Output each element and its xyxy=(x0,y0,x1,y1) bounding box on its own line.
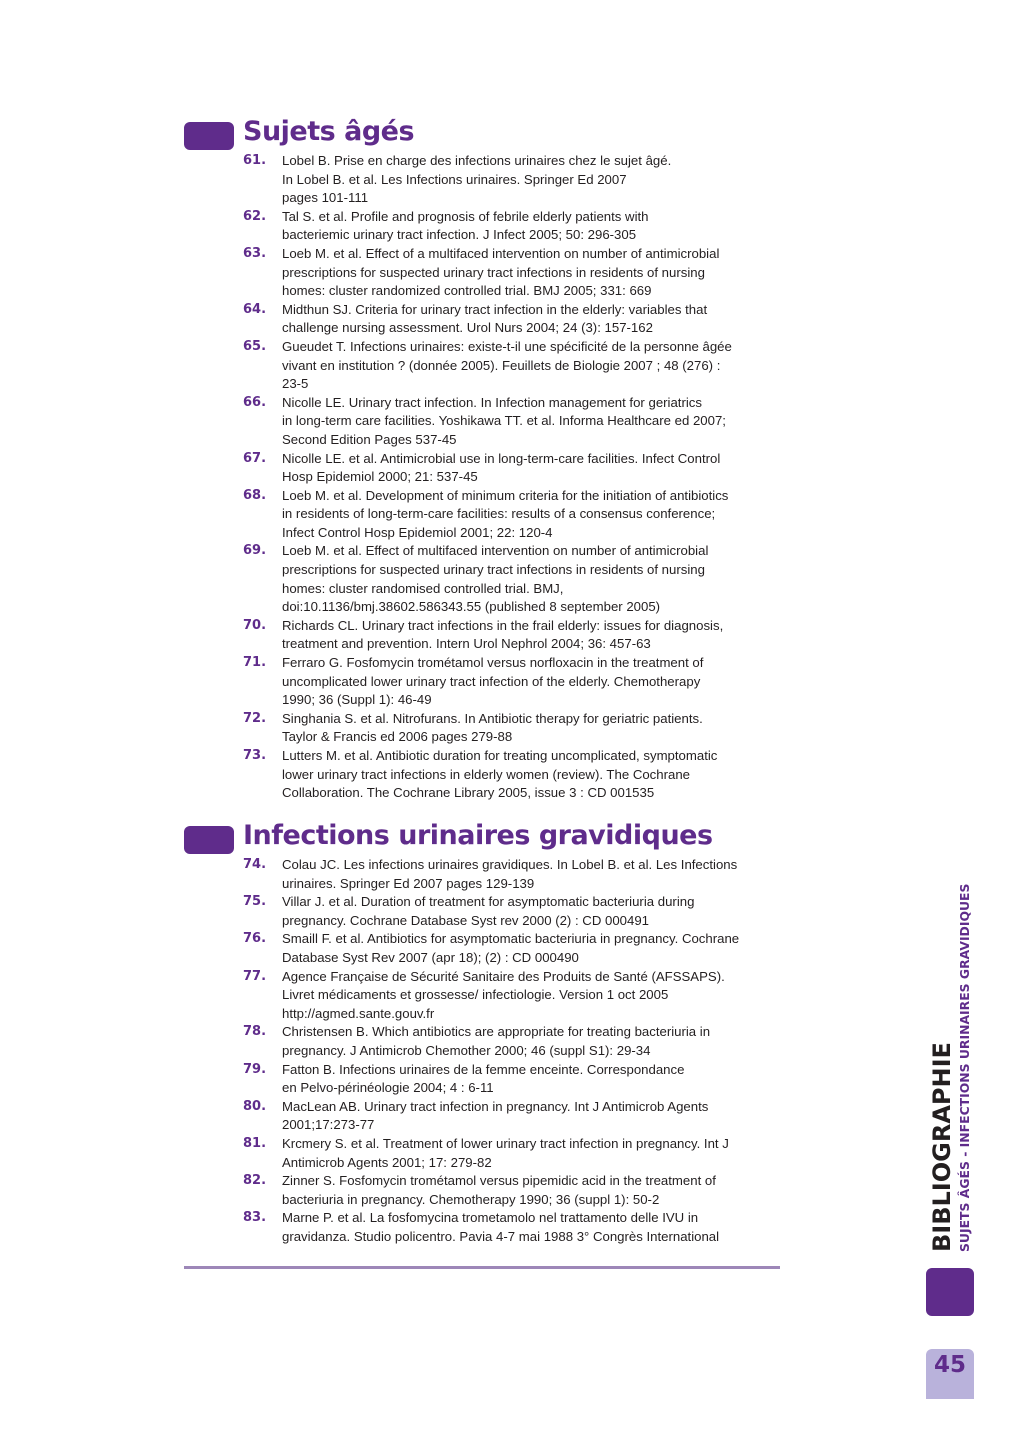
reference-item xyxy=(184,1135,784,1172)
reference-item xyxy=(184,301,784,338)
section-header xyxy=(184,822,784,856)
reference-text-line: Ferraro G. Fosfomycin trométamol versus norfloxacin in the treatment of xyxy=(282,655,704,671)
reference-item xyxy=(184,893,784,930)
reference-text-line: Singhania S. et al. Nitrofurans. In Antibiotic therapy for geriatric patients. xyxy=(282,710,703,726)
reference-text-line: Smaill F. et al. Antibiotics for asymptomatic bacteriuria in pregnancy. Cochrane xyxy=(282,931,740,947)
reference-text-line: Taylor & Francis ed 2006 pages 279-88 xyxy=(282,729,513,745)
reference-text-line: urinaires. Springer Ed 2007 pages 129-139 xyxy=(282,875,535,891)
section-header xyxy=(184,118,784,152)
reference-text-line: In Lobel B. et al. Les Infections urinaires. Springer Ed 2007 xyxy=(282,171,627,187)
reference-item xyxy=(184,1061,784,1098)
reference-text-line: 1990; 36 (Suppl 1): 46-49 xyxy=(282,692,432,708)
reference-item xyxy=(184,245,784,301)
side-tab-marker xyxy=(926,1268,974,1316)
reference-text-line: Zinner S. Fosfomycin trométamol versus pipemidic acid in the treatment of xyxy=(282,1173,716,1189)
reference-number: 80. xyxy=(243,1098,267,1114)
reference-text-line: homes: cluster randomised controlled trial. BMJ, xyxy=(282,580,564,596)
reference-item xyxy=(184,654,784,710)
section-sujets-ages xyxy=(184,118,784,803)
reference-item xyxy=(184,487,784,543)
reference-item xyxy=(184,856,784,893)
reference-text-line: uncomplicated lower urinary tract infection of the elderly. Chemotherapy xyxy=(282,673,701,689)
reference-number: 63. xyxy=(243,245,267,261)
reference-text-line: Fatton B. Infections urinaires de la femme enceinte. Correspondance xyxy=(282,1061,685,1077)
reference-number: 73. xyxy=(243,748,267,763)
bottom-divider xyxy=(184,1266,780,1269)
section-marker xyxy=(184,122,234,150)
reference-text-line: treatment and prevention. Intern Urol Nephrol 2004; 36: 457-63 xyxy=(282,636,651,652)
reference-text-line: prescriptions for suspected urinary tract infections in residents of nursing xyxy=(282,562,705,578)
reference-number: 67. xyxy=(243,450,267,466)
reference-number: 62. xyxy=(243,208,267,224)
reference-text-line: challenge nursing assessment. Urol Nurs 2004; 24 (3): 157-162 xyxy=(282,320,653,336)
reference-text-line: Krcmery S. et al. Treatment of lower urinary tract infection in pregnancy. Int J xyxy=(282,1135,729,1151)
reference-text-line: Livret médicaments et grossesse/ infectiologie. Version 1 oct 2005 xyxy=(282,987,669,1003)
reference-text-line: Nicolle LE. Urinary tract infection. In Infection management for geriatrics xyxy=(282,394,702,410)
reference-item xyxy=(184,968,784,1024)
section-infections-gravidiques xyxy=(184,822,784,1246)
reference-number: 71. xyxy=(243,655,267,671)
reference-item xyxy=(184,930,784,967)
reference-number: 78. xyxy=(243,1024,267,1040)
section-marker xyxy=(184,826,234,854)
side-tab xyxy=(928,883,984,1252)
reference-text-line: pregnancy. Cochrane Database Syst rev 2000 (2) : CD 000491 xyxy=(282,912,650,928)
reference-text-line: Loeb M. et al. Development of minimum criteria for the initiation of antibiotics xyxy=(282,487,729,503)
reference-text-line: Database Syst Rev 2007 (apr 18); (2) : CD 000490 xyxy=(282,949,579,965)
reference-text-line: MacLean AB. Urinary tract infection in pregnancy. Int J Antimicrob Agents xyxy=(282,1098,709,1114)
reference-text-line: in long-term care facilities. Yoshikawa TT. et al. Informa Healthcare ed 2007; xyxy=(282,413,726,429)
side-tab-text xyxy=(928,883,984,1252)
reference-number: 79. xyxy=(243,1061,267,1077)
reference-text-line: Loeb M. et al. Effect of a multifaced intervention on number of antimicrobial xyxy=(282,245,720,261)
reference-text-line: Agence Française de Sécurité Sanitaire des Produits de Santé (AFSSAPS). xyxy=(282,968,725,984)
reference-text-line: Infect Control Hosp Epidemiol 2001; 22: 120-4 xyxy=(282,524,553,540)
reference-text-line: Villar J. et al. Duration of treatment for asymptomatic bacteriuria during xyxy=(282,894,695,910)
reference-text-line: in residents of long-term-care facilities: results of a consensus conference; xyxy=(282,506,716,522)
reference-text-line: Gueudet T. Infections urinaires: existe-t-il une spécificité de la personne âgée xyxy=(282,338,732,354)
page-number: 45 xyxy=(933,1352,966,1378)
reference-text-line: Christensen B. Which antibiotics are appropriate for treating bacteriuria in xyxy=(282,1024,711,1040)
reference-text-line: Collaboration. The Cochrane Library 2005, issue 3 : CD 001535 xyxy=(282,785,655,801)
reference-text-line: bacteriemic urinary tract infection. J Infect 2005; 50: 296-305 xyxy=(282,227,637,243)
reference-text-line: Nicolle LE. et al. Antimicrobial use in long-term-care facilities. Infect Control xyxy=(282,450,721,466)
reference-item xyxy=(184,710,784,747)
reference-item xyxy=(184,1209,784,1246)
reference-text-line: doi:10.1136/bmj.38602.586343.55 (published 8 september 2005) xyxy=(282,599,661,615)
reference-number: 77. xyxy=(243,968,267,984)
reference-number: 65. xyxy=(243,338,267,354)
side-tab-subtitle: SUJETS ÂGÉS - INFECTIONS URINAIRES GRAVIDIQUES xyxy=(957,883,972,1252)
reference-number: 70. xyxy=(243,617,267,633)
reference-text-line: homes: cluster randomized controlled trial. BMJ 2005; 331: 669 xyxy=(282,283,652,299)
reference-item xyxy=(184,208,784,245)
section-title: Infections urinaires gravidiques xyxy=(243,820,713,851)
reference-text-line: lower urinary tract infections in elderly women (review). The Cochrane xyxy=(282,766,691,782)
reference-item xyxy=(184,450,784,487)
reference-text-line: gravidanza. Studio policentro. Pavia 4-7 mai 1988 3° Congrès International xyxy=(282,1228,720,1244)
reference-text-line: Tal S. et al. Profile and prognosis of febrile elderly patients with xyxy=(282,208,649,224)
reference-text-line: vivant en institution ? (donnée 2005). Feuillets de Biologie 2007 ; 48 (276) : xyxy=(282,357,721,373)
reference-item xyxy=(184,617,784,654)
reference-item xyxy=(184,152,784,208)
reference-text-line: Loeb M. et al. Effect of multifaced intervention on number of antimicrobial xyxy=(282,543,709,559)
reference-text-line: prescriptions for suspected urinary tract infections in residents of nursing xyxy=(282,264,705,280)
reference-number: 81. xyxy=(243,1135,267,1151)
reference-text-line: 2001;17:273-77 xyxy=(282,1117,375,1133)
reference-item xyxy=(184,747,784,803)
reference-number: 83. xyxy=(243,1210,267,1226)
side-tab-title: BIBLIOGRAPHIE xyxy=(928,1042,956,1252)
reference-text-line: pages 101-111 xyxy=(282,190,369,206)
reference-number: 72. xyxy=(243,710,267,726)
reference-number: 82. xyxy=(243,1173,267,1189)
reference-item xyxy=(184,1023,784,1060)
reference-number: 74. xyxy=(243,857,267,872)
reference-text-line: Marne P. et al. La fosfomycina trometamolo nel trattamento delle IVU in xyxy=(282,1210,699,1226)
reference-text-line: pregnancy. J Antimicrob Chemother 2000; 46 (suppl S1): 29-34 xyxy=(282,1042,651,1058)
reference-text-line: Lobel B. Prise en charge des infections urinaires chez le sujet âgé. xyxy=(282,153,672,168)
reference-text-line: 23-5 xyxy=(282,376,309,392)
reference-number: 69. xyxy=(243,543,267,559)
reference-number: 68. xyxy=(243,487,267,503)
section-title: Sujets âgés xyxy=(243,116,415,147)
reference-number: 76. xyxy=(243,931,267,947)
reference-list xyxy=(184,856,784,1246)
reference-number: 66. xyxy=(243,394,267,410)
page-number-box xyxy=(926,1349,974,1399)
reference-list xyxy=(184,152,784,803)
reference-item xyxy=(184,338,784,394)
reference-item xyxy=(184,1098,784,1135)
reference-text-line: Lutters M. et al. Antibiotic duration for treating uncomplicated, symptomatic xyxy=(282,748,718,763)
reference-item xyxy=(184,542,784,616)
reference-item xyxy=(184,1172,784,1209)
reference-number: 61. xyxy=(243,153,267,168)
reference-text-line: Midthun SJ. Criteria for urinary tract infection in the elderly: variables that xyxy=(282,301,708,317)
reference-text-line: Antimicrob Agents 2001; 17: 279-82 xyxy=(282,1154,492,1170)
reference-text-line: Hosp Epidemiol 2000; 21: 537-45 xyxy=(282,469,478,485)
reference-text-line: bacteriuria in pregnancy. Chemotherapy 1990; 36 (suppl 1): 50-2 xyxy=(282,1191,660,1207)
reference-text-line: en Pelvo-périnéologie 2004; 4 : 6-11 xyxy=(282,1080,494,1096)
reference-text-line: http://agmed.sante.gouv.fr xyxy=(282,1005,435,1021)
reference-text-line: Second Edition Pages 537-45 xyxy=(282,431,457,447)
reference-item xyxy=(184,394,784,450)
reference-number: 64. xyxy=(243,301,267,317)
reference-text-line: Colau JC. Les infections urinaires gravidiques. In Lobel B. et al. Les Infections xyxy=(282,857,738,872)
reference-text-line: Richards CL. Urinary tract infections in the frail elderly: issues for diagnosis, xyxy=(282,617,724,633)
reference-number: 75. xyxy=(243,894,267,910)
